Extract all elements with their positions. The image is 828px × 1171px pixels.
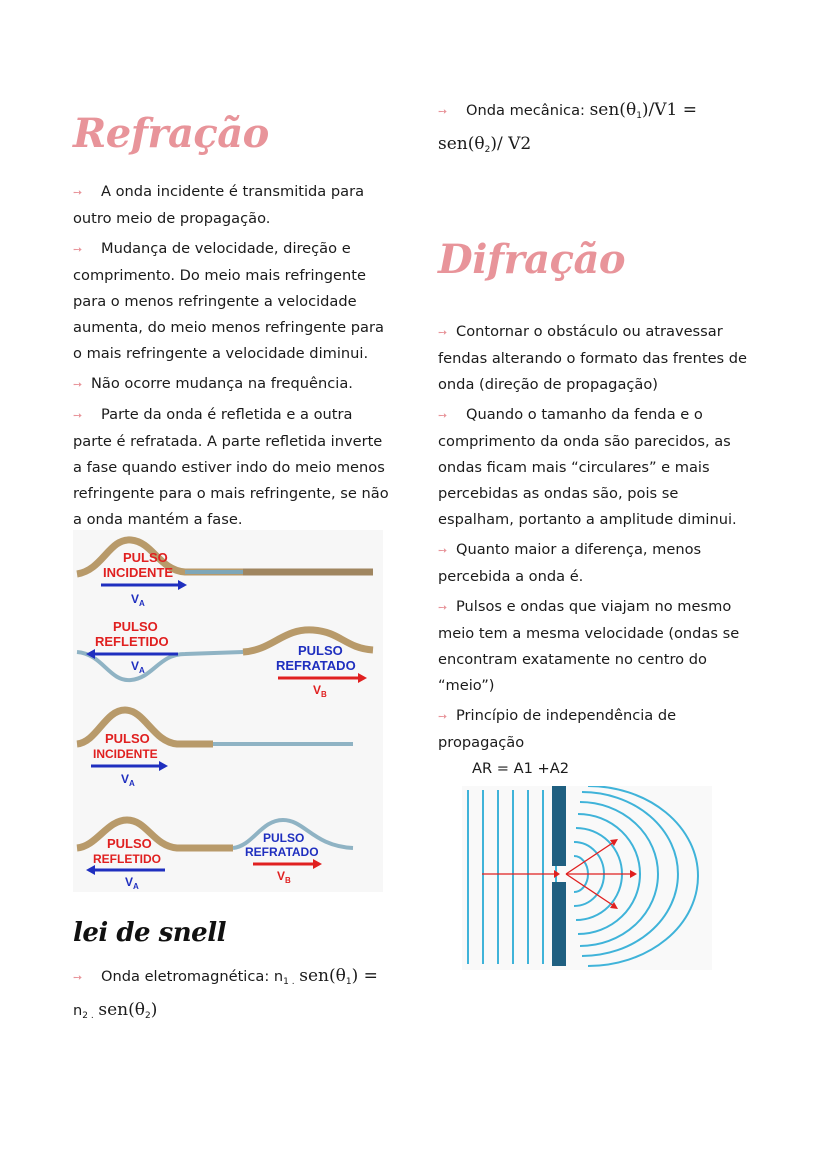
label-pulso: PULSO: [107, 836, 152, 851]
label-refletido: REFLETIDO: [95, 634, 169, 649]
refracao-point-2: ➙ Mudança de velocidade, direção e comprimento. Do meio mais refringente para o menos refringente a velocidade aumenta, do meio menos refringente para o mais refringente a velocidade diminui.: [73, 236, 393, 367]
pulse-refraction-figure: [73, 530, 383, 892]
label-pulso: PULSO: [105, 731, 150, 746]
diffraction-figure: [462, 786, 712, 970]
label-pulso: PULSO: [298, 643, 343, 658]
label-vb: $V_B$: [313, 683, 327, 699]
label-refratado: REFRATADO: [276, 658, 356, 673]
refracao-point-1: ➙ A onda incidente é transmitida para outro meio de propagação.: [73, 179, 393, 232]
difracao-formula: AR = A1 +A2: [472, 760, 570, 777]
refracao-point-3: ➙ Não ocorre mudança na frequência.: [73, 371, 393, 398]
arrow-bullet-icon: ➙: [73, 378, 83, 391]
arrow-bullet-icon: ➙: [73, 243, 83, 256]
difracao-point-3: ➙ Quanto maior a diferença, menos percebida a onda é.: [438, 537, 758, 590]
arrow-bullet-icon: ➙: [438, 710, 448, 723]
label-va: $V_A$: [131, 659, 145, 675]
snell-mec-formula: ➙ Onda mecânica: $sen(\theta_1)/V1$ = $sen(\theta_2)/$ V2: [438, 100, 698, 155]
barrier-bottom: [552, 882, 566, 966]
arrow-bullet-icon: ➙: [438, 544, 448, 557]
difracao-point-5: ➙ Princípio de independência de propagação: [438, 703, 758, 756]
difracao-title: Difração: [438, 236, 626, 283]
label-pulso: PULSO: [113, 619, 158, 634]
label-incidente: INCIDENTE: [103, 565, 174, 580]
arrow-bullet-icon: ➙: [438, 409, 448, 422]
difracao-point-2: ➙ Quando o tamanho da fenda e o comprimento da onda são parecidos, as ondas ficam mais “circulares” e mais percebidas as ondas são, pois se espalham, portanto a amplitude diminui.: [438, 402, 758, 533]
snell-em-formula: ➙ Onda eletromagnética: $n_{1 .}$ $sen(\theta_1)$ = $n_{2 .}$ $sen(\theta_2)$: [73, 966, 378, 1021]
right-column: [438, 96, 758, 786]
label-incidente: INCIDENTE: [93, 747, 158, 761]
label-refratado: REFRATADO: [245, 845, 319, 859]
arrow-bullet-icon: ➙: [73, 186, 83, 199]
difracao-point-4: ➙ Pulsos e ondas que viajam no mesmo meio tem a mesma velocidade (ondas se encontram exatamente no centro do “meio”): [438, 594, 758, 699]
arrow-bullet-icon: ➙: [438, 601, 448, 614]
refracao-point-4: ➙ Parte da onda é refletida e a outra parte é refratada. A parte refletida inverte a fase quando estiver indo do meio menos refringente para o mais refringente, se não a onda mantém a fase.: [73, 402, 393, 533]
snell-section: [73, 918, 393, 1034]
label-vb: $V_B$: [277, 869, 291, 885]
left-column: [73, 96, 393, 537]
arrow-bullet-icon: ➙: [438, 326, 448, 339]
label-refletido: REFLETIDO: [93, 852, 161, 866]
label-va: $V_A$: [121, 772, 135, 788]
label-va: $V_A$: [131, 592, 145, 608]
arrow-bullet-icon: ➙: [73, 971, 83, 984]
arrow-bullet-icon: ➙: [73, 409, 83, 422]
snell-title: lei de snell: [73, 918, 226, 948]
arrow-bullet-icon: ➙: [438, 105, 448, 118]
label-pulso: PULSO: [123, 550, 168, 565]
label-pulso: PULSO: [263, 831, 305, 845]
difracao-point-1: ➙ Contornar o obstáculo ou atravessar fendas alterando o formato das frentes de onda (direção de propagação): [438, 319, 758, 398]
label-va: $V_A$: [125, 875, 139, 891]
refracao-title: Refração: [73, 110, 269, 157]
barrier-top: [552, 786, 566, 866]
